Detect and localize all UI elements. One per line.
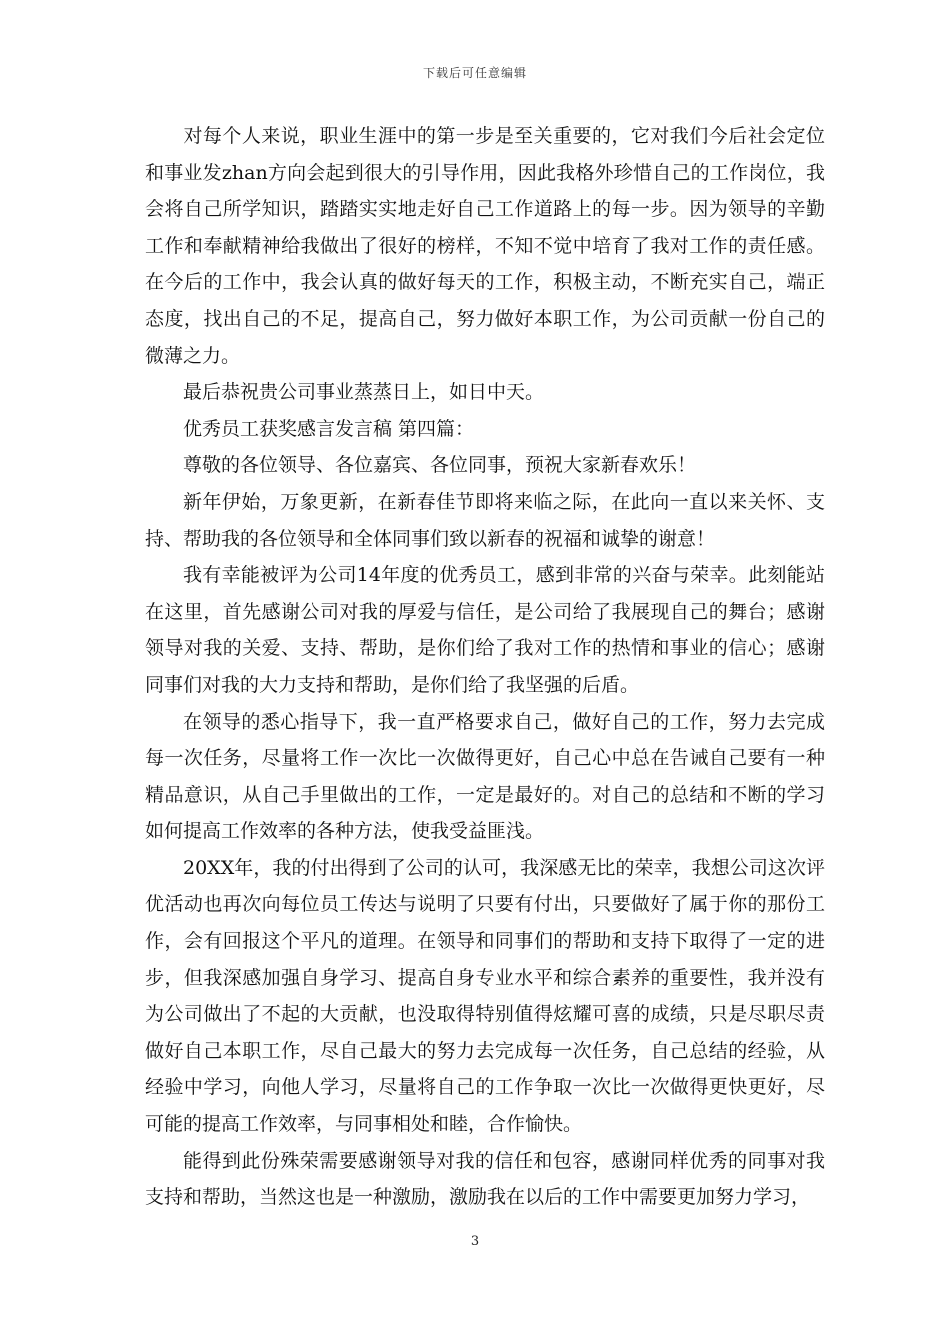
paragraph-6: 20XX年，我的付出得到了公司的认可，我深感无比的荣幸，我想公司这次评优活动也再次向每位员工传达与说明了只要有付出，只要做好了属于你的那份工作，会有回报这个平凡的道理。在领导和同事们的帮助和支持下取得了一定的进步，但我深感加强自身学习、提高自身专业水平和综合素养的重要性，我并没有为公司做出了不起的大贡献，也没取得特别值得炫耀可喜的成绩，只是尽职尽责做好自己本职工作，尽自己最大的努力去完成每一次任务，自己总结的经验，从经验中学习，向他人学习，尽量将自己的工作争取一次比一次做得更快更好，尽可能的提高工作效率，与同事相处和睦，合作愉快。	[145, 856, 825, 1136]
page-number: 3	[470, 1234, 480, 1249]
section-heading: 优秀员工获奖感言发言稿 第四篇：	[183, 417, 475, 440]
paragraph-4: 我有幸能被评为公司14年度的优秀员工，感到非常的兴奋与荣幸。此刻能站在这里，首先感谢公司对我的厚爱与信任，是公司给了我展现自己的舞台；感谢领导对我的关爱、支持、帮助，是你们给了我对工作的热情和事业的信心；感谢同事们对我的大力支持和帮助，是你们给了我坚强的后盾。	[145, 564, 825, 696]
paragraph-5: 在领导的悉心指导下，我一直严格要求自己，做好自己的工作，努力去完成每一次任务，尽量将工作一次比一次做得更好，自己心中总在告诫自己要有一种精品意识，从自己手里做出的工作，一定是最好的。对自己的总结和不断的学习如何提高工作效率的各种方法，使我受益匪浅。	[145, 710, 825, 843]
paragraph-1	[145, 118, 825, 374]
paragraph-7: 能得到此份殊荣需要感谢领导对我的信任和包容，感谢同样优秀的同事对我支持和帮助，当然这也是一种激励，激励我在以后的工作中需要更加努力学习，	[145, 1149, 825, 1209]
page-header: 下载后可任意编辑	[422, 66, 527, 80]
document-body	[145, 118, 825, 1216]
paragraph-1-text: 对每个人来说，职业生涯中的第一步是至关重要的，它对我们今后社会定位和事业发zhan方向会起到很大的引导作用，因此我格外珍惜自己的工作岗位，我会将自己所学知识，踏踏实实地走好自己工作道路上的每一步。因为领导的辛勤工作和奉献精神给我做出了很好的榜样，不知不觉中培育了我对工作的责任感。在今后的工作中，我会认真的做好每天的工作，积极主动，不断充实自己，端正态度，找出自己的不足，提高自己，努力做好本职工作，为公司贡献一份自己的微薄之力。	[145, 125, 825, 367]
paragraph-3: 新年伊始，万象更新，在新春佳节即将来临之际，在此向一直以来关怀、支持、帮助我的各位领导和全体同事们致以新春的祝福和诚挚的谢意！	[145, 490, 825, 550]
paragraph-2: 最后恭祝贵公司事业蒸蒸日上，如日中天。	[183, 381, 545, 404]
paragraph-greeting: 尊敬的各位领导、各位嘉宾、各位同事，预祝大家新春欢乐！	[183, 454, 697, 477]
